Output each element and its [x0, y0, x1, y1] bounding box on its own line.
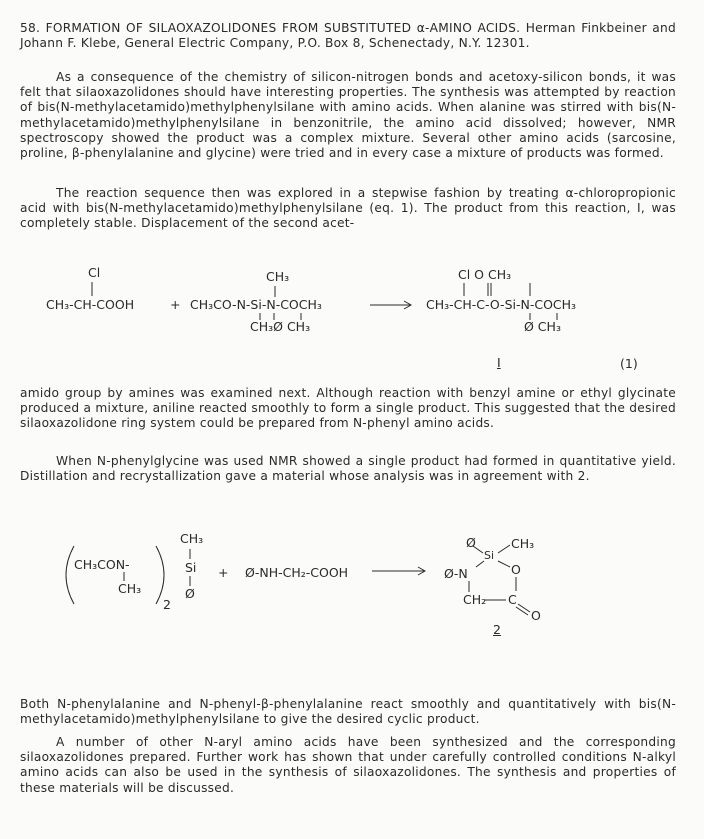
- paper-header: 58. FORMATION OF SILAOXAZOLIDONES FROM SUBSTITUTED α-AMINO ACIDS. Herman Finkbeiner and Johann F. Klebe, General Electric Company, P.O. Box 8, Schenectady, N.Y. 12301.: [20, 21, 676, 51]
- paragraph-6: A number of other N-aryl amino acids have been synthesized and the corresponding silaoxazolidones prepared. Further work has shown that under carefully controlled conditions N-alkyl amino acids can also be used in the synthesis of silaoxazolidones. The synthesis and properties of these materials will be discussed.: [20, 735, 676, 795]
- eq1-product-label: I: [497, 355, 501, 370]
- eq1-arrowhead: [404, 301, 411, 309]
- paragraph-2: The reaction sequence then was explored in a stepwise fashion by treating α-chloropropionic acid with bis(N-methylacetamido)methylphenylsilane (eq. 1). The product from this reaction, I, was completely stable. Displacement of the second acet-: [20, 186, 676, 231]
- eq2-ring-phenyl: Ø: [466, 535, 476, 550]
- eq2-ring-exo-o: O: [531, 608, 541, 623]
- eq2-ring-methyl: CH₃: [511, 536, 535, 551]
- eq2-si: Si: [185, 560, 197, 575]
- eq2-arrowhead: [418, 567, 425, 575]
- eq2-group-line-2: CH₃: [118, 581, 142, 596]
- eq2-si-methyl: CH₃: [180, 531, 204, 546]
- eq2-group-line-1: CH₃CON-: [74, 557, 130, 572]
- eq2-ring-bond-co-1: [518, 604, 530, 612]
- eq2-left-paren: [66, 546, 74, 604]
- eq1-product-bottom: Ø CH₃: [524, 319, 561, 334]
- paragraph-3: amido group by amines was examined next. Although reaction with benzyl amine or ethyl glycinate produced a mixture, aniline reacted smoothly to form a single product. This suggested that the desired silaoxazolidone ring system could be prepared from N-phenyl amino acids.: [20, 386, 676, 431]
- eq2-ring-bond-si-o: [498, 561, 510, 567]
- eq1-reactant-2: CH₃CO-N-Si-N-COCH₃: [190, 297, 322, 312]
- eq1-product: CH₃-CH-C-O-Si-N-COCH₃: [426, 297, 577, 312]
- eq2-product-label: 2: [493, 622, 501, 637]
- eq2-ring-c: C: [508, 592, 517, 607]
- eq2-ring-n: Ø-N: [444, 566, 468, 581]
- eq2-right-paren: [156, 546, 164, 604]
- paragraph-5: Both N-phenylalanine and N-phenyl-β-phenylalanine react smoothly and quantitatively with bis(N-methylacetamido)methylphenylsilane to give the desired cyclic product.: [20, 697, 676, 727]
- eq1-chloro: Cl: [88, 265, 101, 280]
- eq2-plus: +: [218, 565, 229, 580]
- eq2-ring-si: Si: [484, 549, 495, 562]
- eq2-subscript: 2: [163, 597, 171, 612]
- eq1-reactant-2-bottom: CH₃Ø CH₃: [250, 319, 311, 334]
- eq2-ring-bond-si-n: [476, 561, 484, 567]
- eq2-ring-bond-methyl: [498, 545, 510, 553]
- eq1-reactant-1: CH₃-CH-COOH: [46, 297, 135, 312]
- eq1-product-top: Cl O CH₃: [458, 267, 512, 282]
- eq2-reactant-2: Ø-NH-CH₂-COOH: [245, 565, 349, 580]
- eq1-reactant-2-methyl: CH₃: [266, 269, 290, 284]
- eq2-ring-o: O: [511, 562, 521, 577]
- paragraph-1: As a consequence of the chemistry of silicon-nitrogen bonds and acetoxy-silicon bonds, it was felt that silaoxazolidones should have interesting properties. The synthesis was attempted by reaction of bis(N-methylacetamido)methylphenylsilane with amino acids. When alanine was stirred with bis(N-methylacetamido)methylphenylsilane in benzonitrile, the amino acid dissolved; however, NMR spectroscopy showed the product was a complex mixture. Several other amino acids (sarcosine, proline, β-phenylalanine and glycine) were tried and in every case a mixture of products was formed.: [20, 70, 676, 161]
- eq2-si-phenyl: Ø: [185, 586, 195, 601]
- eq2-ring-bond-co-2: [516, 607, 528, 615]
- eq1-plus: +: [170, 297, 181, 312]
- eq1-number: (1): [620, 356, 638, 371]
- eq2-ring-ch2: CH₂: [463, 592, 487, 607]
- paragraph-4: When N-phenylglycine was used NMR showed a single product had formed in quantitative yield. Distillation and recrystallization gave a material whose analysis was in agreement with 2.: [20, 454, 676, 484]
